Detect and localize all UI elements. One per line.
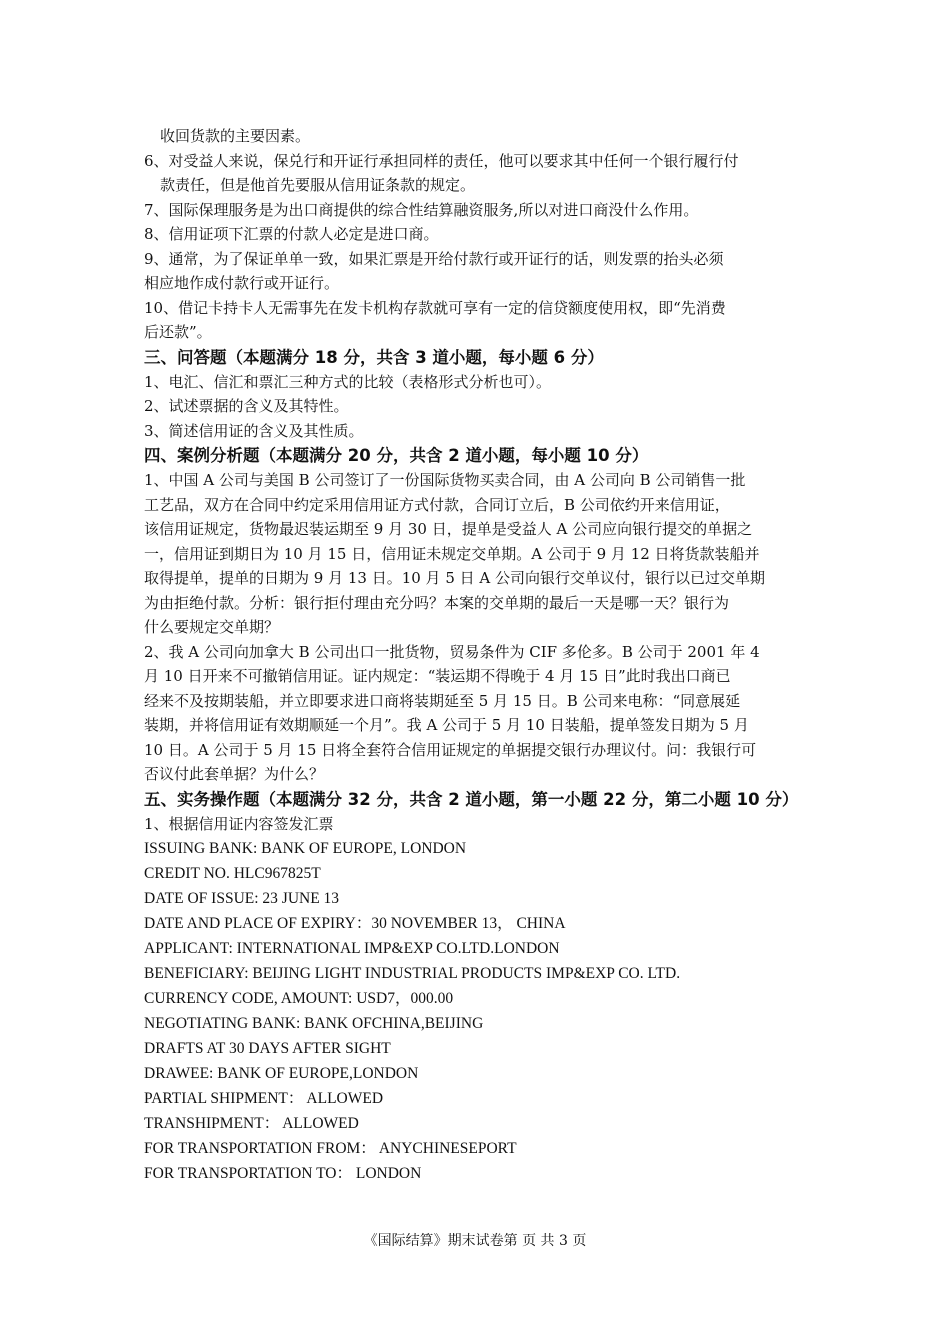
lc-field-expiry: DATE AND PLACE OF EXPIRY：30 NOVEMBER 13， CHINA [144,915,566,932]
lc-field-transhipment: TRANSHIPMENT： ALLOWED [144,1115,359,1132]
case-1-line: 一，信用证到期日为 10 月 15 日，信用证未规定交单期。A 公司于 9 月 12 日将货款装船并 [144,544,760,563]
case-1-line: 该信用证规定，货物最迟装运期至 9 月 30 日，提单是受益人 A 公司应向银行提交的单据之 [144,520,753,538]
page-content [144,124,810,1186]
case-1-line: 工艺品，双方在合同中约定采用信用证方式付款，合同订立后，B 公司依约开来信用证， [144,495,730,514]
case-1-line: 为由拒绝付款。分析：银行拒付理由充分吗？本案的交单期的最后一天是哪一天？银行为 [144,593,730,612]
true-false-item-9: 9、通常，为了保证单单一致，如果汇票是开给付款行或开证行的话，则发票的抬头必须 [144,249,724,268]
case-1-line: 取得提单，提单的日期为 9 月 13 日。10 月 5 日 A 公司向银行交单议付，银行以已过交单期 [144,569,766,587]
lc-field-date-of-issue: DATE OF ISSUE: 23 JUNE 13 [144,890,340,907]
true-false-item-6: 6、对受益人来说，保兑行和开证行承担同样的责任，他可以要求其中任何一个银行履行付 [144,151,739,170]
true-false-item-8: 8、信用证项下汇票的付款人必定是进口商。 [144,225,439,243]
text-line: 相应地作成付款行或开证行。 [144,274,340,292]
lc-field-negotiating-bank: NEGOTIATING BANK: BANK OFCHINA,BEIJING [144,1015,484,1032]
case-2-line: 10 日。A 公司于 5 月 15 日将全套符合信用证规定的单据提交银行办理议付。问：我银行可 [144,740,757,759]
question-item-2: 2、试述票据的含义及其特性。 [144,397,349,415]
case-2-line: 2、我 A 公司向加拿大 B 公司出口一批货物，贸易条件为 CIF 多伦多。B 公司于 2001 年 4 [144,642,760,661]
section-heading-3: 三、问答题（本题满分 18 分，共含 3 道小题，每小题 6 分） [144,347,604,367]
text-line: 款责任，但是他首先要服从信用证条款的规定。 [160,176,476,194]
case-2-line: 否议付此套单据？为什么？ [144,765,325,783]
lc-field-drawee: DRAWEE: BANK OF EUROPE,LONDON [144,1065,419,1082]
case-2-line: 经来不及按期装船，并立即要求进口商将装期延至 5 月 15 日。B 公司来电称：“同意展延 [144,691,741,710]
case-1-line: 什么要规定交单期？ [144,618,280,636]
text-line: 收回货款的主要因素。 [160,127,311,145]
section-heading-5: 五、实务操作题（本题满分 32 分，共含 2 道小题，第一小题 22 分，第二小题 10 分） [144,789,799,809]
lc-field-credit-no: CREDIT NO. HLC967825T [144,865,321,882]
lc-field-beneficiary: BENEFICIARY: BEIJING LIGHT INDUSTRIAL PRODUCTS IMP&EXP CO. LTD. [144,965,681,982]
lc-field-drafts: DRAFTS AT 30 DAYS AFTER SIGHT [144,1040,391,1057]
lc-field-from: FOR TRANSPORTATION FROM： ANYCHINESEPORT [144,1140,517,1157]
case-2-line: 月 10 日开来不可撤销信用证。证内规定：“装运期不得晚于 4 月 15 日”此时我出口商已 [144,667,731,685]
case-2-line: 装期，并将信用证有效期顺延一个月”。我 A 公司于 5 月 10 日装船，提单签发日期为 5 月 [144,716,749,734]
page-footer: 《国际结算》期末试卷第 页 共 3 页 [363,1233,587,1249]
lc-field-currency-amount: CURRENCY CODE, AMOUNT: USD7，000.00 [144,990,454,1007]
lc-field-to: FOR TRANSPORTATION TO： LONDON [144,1165,422,1182]
question-item-1: 1、电汇、信汇和票汇三种方式的比较（表格形式分析也可）。 [144,372,552,391]
lc-field-issuing-bank: ISSUING BANK: BANK OF EUROPE, LONDON [144,840,467,857]
lc-field-applicant: APPLICANT: INTERNATIONAL IMP&EXP CO.LTD.LONDON [144,940,560,957]
question-item-3: 3、简述信用证的含义及其性质。 [144,421,364,440]
section-heading-4: 四、案例分析题（本题满分 20 分，共含 2 道小题，每小题 10 分） [144,446,649,465]
lc-field-partial-shipment: PARTIAL SHIPMENT： ALLOWED [144,1090,384,1107]
practice-item-1: 1、根据信用证内容签发汇票 [144,814,334,833]
text-line: 后还款”。 [144,323,212,341]
true-false-item-7: 7、国际保理服务是为出口商提供的综合性结算融资服务,所以对进口商没什么作用。 [144,200,699,219]
case-1-line: 1、中国 A 公司与美国 B 公司签订了一份国际货物买卖合同，由 A 公司向 B 公司销售一批 [144,471,746,489]
true-false-item-10: 10、借记卡持卡人无需事先在发卡机构存款就可享有一定的信贷额度使用权，即“先消费 [144,298,726,317]
